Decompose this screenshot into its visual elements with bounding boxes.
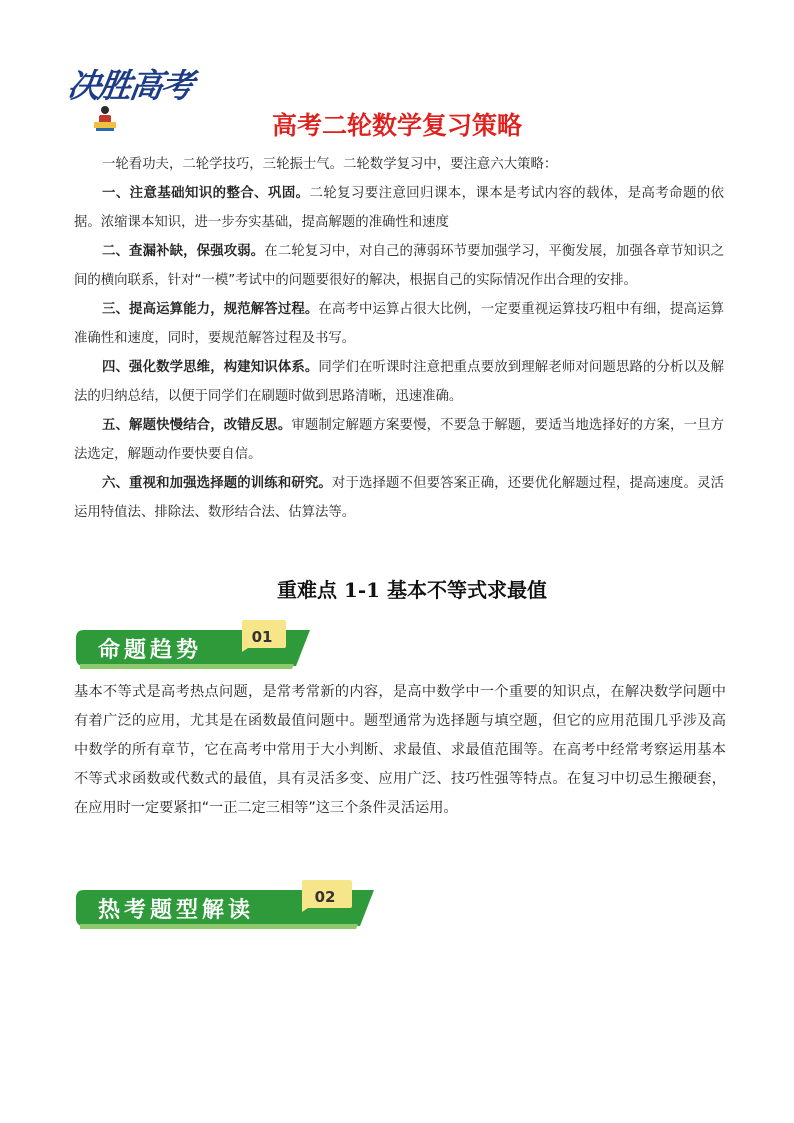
strategy-item-text: 在二轮复习中，对自己的薄弱环节要加强学习，平衡发展，加强各章节知识之间的横向联系，针对“一模”考试中的问题要很好的解决，根据自己的实际情况作出合理的安排。 bbox=[74, 244, 724, 288]
logo-text: 决胜高考 bbox=[64, 66, 195, 105]
strategy-item-heading: 二、查漏补缺，保强攻弱。 bbox=[102, 244, 265, 259]
strategy-item bbox=[74, 353, 724, 411]
trend-paragraph bbox=[74, 678, 726, 823]
strategy-item-heading: 四、强化数学思维，构建知识体系。 bbox=[102, 360, 319, 375]
banner-trend bbox=[76, 624, 312, 672]
strategy-item bbox=[74, 295, 724, 353]
strategy-item bbox=[74, 411, 724, 469]
section-title: 重难点 1-1 基本不等式求最值 bbox=[276, 578, 548, 602]
strategy-item-heading: 五、解题快慢结合，改错反思。 bbox=[102, 418, 292, 433]
strategy-item-heading: 一、注意基础知识的整合、巩固。 bbox=[102, 186, 310, 201]
page-title: 高考二轮数学复习策略 bbox=[271, 111, 522, 140]
strategy-item-heading: 六、重视和加强选择题的训练和研究。 bbox=[102, 476, 332, 491]
strategy-item-heading: 三、提高运算能力，规范解答过程。 bbox=[102, 302, 319, 317]
strategy-item bbox=[74, 237, 724, 295]
strategy-item bbox=[74, 179, 724, 237]
trend-text: 基本不等式是高考热点问题，是常考常新的内容，是高中数学中一个重要的知识点，在解决数学问题中有着广泛的应用，尤其是在函数最值问题中。题型通常为选择题与填空题，但它的应用范围几乎涉及高中数学的所有章节，它在高考中常用于大小判断、求最值、求最值范围等。在高考中经常考察运用基本不等式求函数或代数式的最值，具有灵活多变、应用广泛、技巧性强等特点。在复习中切忌生搬硬套，在应用时一定要紧扣“一正二定三相等”这三个条件灵活运用。 bbox=[74, 684, 726, 816]
strategy-item bbox=[74, 469, 724, 527]
banner-label: 热考题型解读 bbox=[98, 897, 255, 923]
banner-number: 02 bbox=[314, 888, 336, 906]
banner-label: 命题趋势 bbox=[98, 637, 203, 663]
strategy-section bbox=[74, 150, 724, 527]
strategy-intro: 一轮看功夫，二轮学技巧，三轮振士气。二轮数学复习中，要注意六大策略： bbox=[102, 157, 558, 172]
strategy-item-text: 同学们在听课时注意把重点要放到理解老师对问题思路的分析以及解法的归纳总结，以便于同学们在刷题时做到思路清晰，迅速准确。 bbox=[74, 360, 725, 404]
strategy-item-text: 在高考中运算占很大比例，一定要重视运算技巧粗中有细，提高运算准确性和速度，同时，要规范解答过程及书写。 bbox=[74, 302, 725, 346]
strategy-item-text: 审题制定解题方案要慢，不要急于解题，要适当地选择好的方案，一旦方法选定，解题动作要快要自信。 bbox=[74, 418, 725, 462]
banner-number: 01 bbox=[251, 628, 273, 646]
banner-hot-questions bbox=[76, 884, 376, 932]
strategy-item-text: 二轮复习要注意回归课本，课本是考试内容的载体，是高考命题的依据。浓缩课本知识，进一步夯实基础，提高解题的准确性和速度 bbox=[74, 186, 725, 230]
strategy-item-text: 对于选择题不但要答案正确，还要优化解题过程，提高速度。灵活运用特值法、排除法、数形结合法、估算法等。 bbox=[74, 476, 725, 520]
